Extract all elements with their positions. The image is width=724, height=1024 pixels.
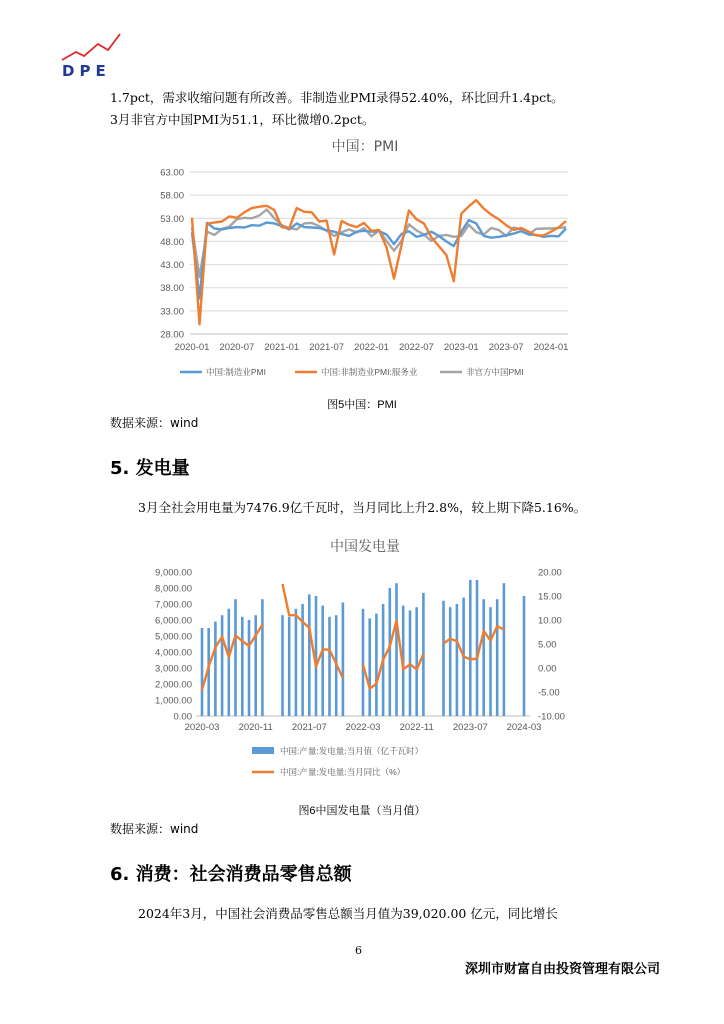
power-bar [449, 607, 452, 716]
pmi-y-tick-label: 43.00 [160, 260, 184, 272]
power-bar [375, 614, 378, 716]
pmi-y-tick-label: 33.00 [160, 306, 184, 318]
power-x-tick-label: 2023-07 [452, 722, 488, 733]
section5-text: 3月全社会用电量为7476.9亿千瓦时，当月同比上升2.8%，较上期下降5.16%。 [138, 500, 587, 515]
pmi-y-tick-label: 58.00 [160, 190, 184, 202]
power-bar [221, 615, 224, 716]
power-bar [308, 594, 311, 716]
power-y-left-tick-label: 0.00 [173, 711, 192, 723]
pmi-x-tick-label: 2023-07 [488, 342, 524, 353]
pmi-y-tick-label: 48.00 [160, 236, 184, 248]
section6-heading: 6. 消费：社会消费品零售总额 [110, 864, 352, 885]
power-x-tick-label: 2022-03 [345, 722, 381, 733]
pmi-x-tick-label: 2020-01 [174, 342, 210, 353]
power-y-right-tick-label: -10.00 [538, 711, 565, 723]
power-bar [456, 604, 459, 716]
pmi-chart-title: 中国：PMI [331, 139, 399, 155]
power-source: 数据来源：wind [110, 822, 199, 836]
power-bar [523, 596, 526, 716]
power-y-left-tick-label: 7,000.00 [155, 599, 192, 611]
power-bar [328, 617, 331, 716]
footer-company: 深圳市财富自由投资管理有限公司 [465, 962, 661, 977]
power-chart [140, 560, 580, 790]
pmi-legend-label: 中国:非制造业PMI:服务业 [321, 367, 418, 377]
pmi-x-tick-label: 2024-01 [533, 342, 569, 353]
pmi-x-tick-label: 2023-01 [443, 342, 479, 353]
power-y-left-tick-label: 9,000.00 [155, 567, 192, 579]
power-bar [281, 615, 284, 716]
power-bar [295, 609, 298, 716]
power-y-left-tick-label: 2,000.00 [155, 679, 192, 691]
logo [58, 30, 130, 82]
power-y-right-tick-label: 0.00 [538, 663, 557, 675]
power-bar [476, 580, 479, 716]
power-bar [241, 617, 244, 716]
pmi-legend-label: 中国:制造业PMI [206, 367, 266, 377]
power-legend-swatch-bar [252, 747, 274, 754]
power-bar [389, 588, 392, 716]
pmi-y-tick-label: 63.00 [160, 167, 184, 179]
power-y-right-tick-label: 20.00 [538, 567, 562, 579]
power-x-tick-label: 2020-11 [238, 722, 273, 733]
power-legend-label: 中国:产量:发电量:当月值（亿千瓦时） [280, 746, 424, 756]
pmi-legend-label: 非官方中国PMI [466, 367, 524, 377]
power-y-left-tick-label: 5,000.00 [155, 631, 192, 643]
power-y-left-tick-label: 1,000.00 [155, 695, 192, 707]
power-bar [321, 606, 324, 716]
power-bar [503, 583, 506, 716]
pmi-caption: 图5中国：PMI [327, 399, 397, 411]
power-bar [234, 599, 237, 716]
power-legend-label: 中国:产量:发电量:当月同比（%） [280, 767, 406, 777]
pmi-series-line [192, 210, 566, 278]
intro-line-2: 3月非官方中国PMI为51.1，环比微增0.2pct。 [110, 112, 375, 127]
pmi-x-tick-label: 2022-01 [354, 342, 389, 353]
power-caption: 图6中国发电量（当月值） [298, 805, 426, 817]
power-bar [362, 609, 365, 716]
pmi-x-tick-label: 2020-07 [219, 342, 255, 353]
section6-text: 2024年3月，中国社会消费品零售总额当月值为39,020.00 亿元，同比增长 [138, 906, 558, 921]
power-y-right-tick-label: -5.00 [538, 687, 560, 699]
pmi-source: 数据来源：wind [110, 416, 199, 430]
power-bar [469, 580, 472, 716]
power-chart-title: 中国发电量 [330, 539, 400, 555]
power-y-left-tick-label: 8,000.00 [155, 583, 192, 595]
power-bar [214, 622, 217, 716]
pmi-y-tick-label: 38.00 [160, 283, 184, 295]
power-bar [288, 617, 291, 716]
power-y-right-tick-label: 5.00 [538, 639, 557, 651]
pmi-y-tick-label: 28.00 [160, 329, 184, 341]
power-x-tick-label: 2020-03 [184, 722, 220, 733]
power-bar [254, 615, 257, 716]
power-y-right-tick-label: 15.00 [538, 591, 562, 603]
power-bar [201, 628, 204, 716]
pmi-chart [140, 158, 580, 394]
power-bar [395, 583, 398, 716]
power-bar [261, 599, 264, 716]
power-y-left-tick-label: 6,000.00 [155, 615, 192, 627]
power-y-right-tick-label: 10.00 [538, 615, 562, 627]
power-x-tick-label: 2021-07 [291, 722, 327, 733]
pmi-x-tick-label: 2022-07 [398, 342, 434, 353]
page-number: 6 [355, 944, 362, 957]
power-bar [415, 607, 418, 716]
power-x-tick-label: 2022-11 [399, 722, 434, 733]
section5-heading: 5. 发电量 [110, 458, 190, 479]
power-bar [442, 601, 445, 716]
power-bar [342, 602, 345, 716]
logo-text: DPE [62, 62, 111, 80]
power-y-left-tick-label: 4,000.00 [155, 647, 192, 659]
pmi-x-tick-label: 2021-07 [309, 342, 345, 353]
power-bar [228, 609, 231, 716]
power-bar [496, 599, 499, 716]
power-y-left-tick-label: 3,000.00 [155, 663, 192, 675]
power-bar [248, 620, 251, 716]
power-bar [489, 607, 492, 716]
power-bar [368, 618, 371, 716]
power-x-tick-label: 2024-03 [506, 722, 542, 733]
pmi-y-tick-label: 53.00 [160, 213, 184, 225]
intro-line-1: 1.7pct，需求收缩问题有所改善。非制造业PMI录得52.40%，环比回升1.4pct。 [110, 90, 564, 105]
power-bar [482, 599, 485, 716]
pmi-x-tick-label: 2021-01 [264, 342, 300, 353]
